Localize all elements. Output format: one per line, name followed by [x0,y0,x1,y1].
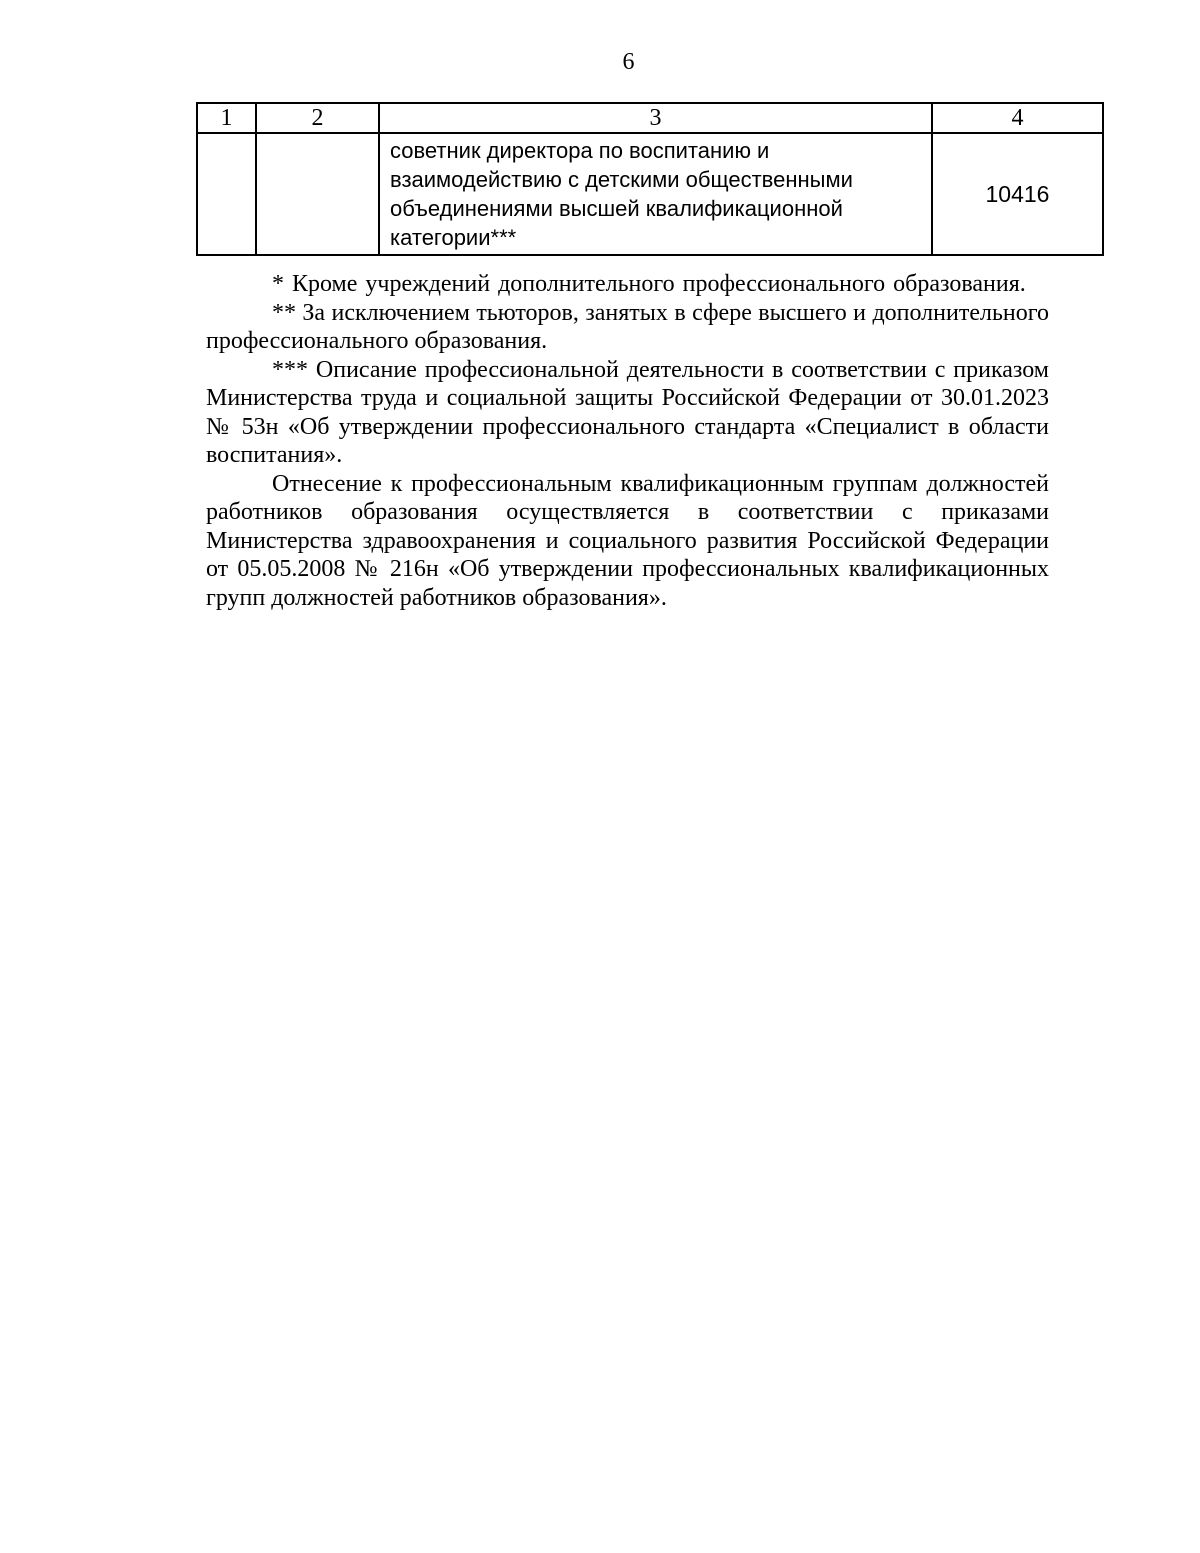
table-cell-group [256,133,379,255]
footnote-1: * Кроме учреждений дополнительного профессионального образования. [272,271,1026,297]
table-header-row [197,103,1103,133]
table-cell-number [197,133,256,255]
table-header-cell: 2 [256,103,379,133]
table-header-cell: 4 [932,103,1103,133]
table-header-cell: 3 [379,103,932,133]
table-cell-salary: 10416 [932,133,1103,255]
page-number: 6 [622,49,635,75]
table-cell-position: советник директора по воспитанию и взаимодействию с детскими общественными объединениями высшей квалификационной категории*** [379,133,932,255]
paragraph: Отнесение к профессиональным квалификационным группам должностей работников образования осуществляется в соответствии с приказами Министерства здравоохранения и социального развития Российской Федерации от 05.05.2008 № 216н «Об утверждении профессиональных квалификационных групп должностей работников образования». [206,470,1049,611]
table-row [197,133,1103,255]
footnote-2: ** За исключением тьюторов, занятых в сфере высшего и дополнительного профессионального образования. [206,299,1049,354]
salary-table [196,102,1104,256]
table-header-cell: 1 [197,103,256,133]
body-text [206,270,1049,612]
footnote-3: *** Описание профессиональной деятельности в соответствии с приказом Министерства труда и социальной защиты Российской Федерации от 30.01.2023 № 53н «Об утверждении профессионального стандарта «Специалист в области воспитания». [206,356,1049,468]
